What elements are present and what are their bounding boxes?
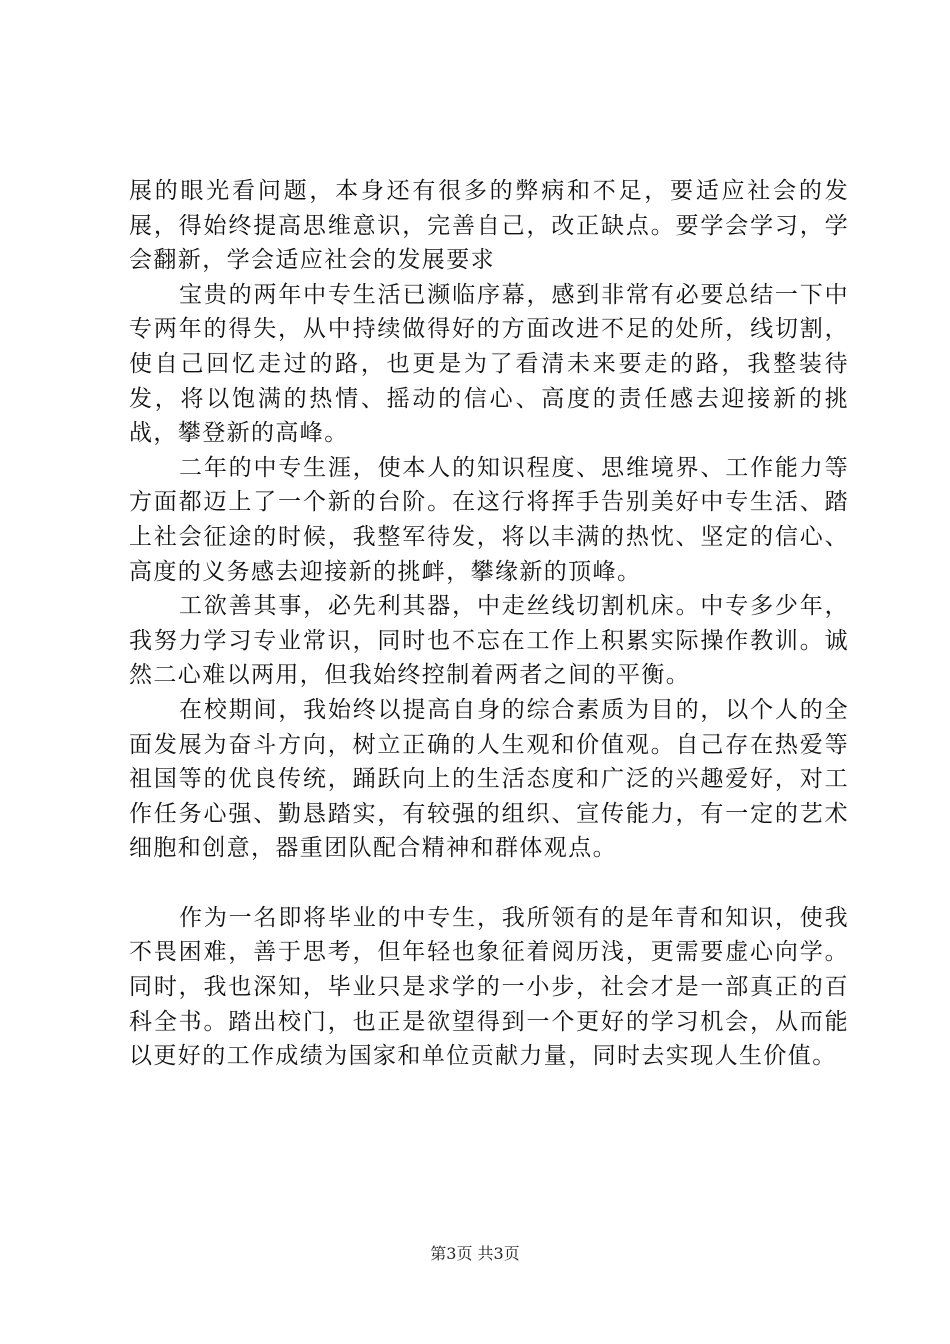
paragraph-two-year-summary: 宝贵的两年中专生活已濒临序幕，感到非常有必要总结一下中专两年的得失，从中持续做得好的方面改进不足的处所，线切割，使自己回忆走过的路，也更是为了看清未来要走的路，我整装待发，将以饱满的热情、摇动的信心、高度的责任感去迎接新的挑战，攀登新的高峰。 [129, 281, 849, 447]
paragraph-school-period: 在校期间，我始终以提高自身的综合素质为目的，以个人的全面发展为奋斗方向，树立正确的人生观和价值观。自己存在热爱等祖国等的优良传统，踊跃向上的生活态度和广泛的兴趣爱好，对工作任务心强、勤恳踏实，有较强的组织、宣传能力，有一定的艺术细胞和创意，器重团队配合精神和群体观点。 [129, 696, 849, 862]
paragraph-study-and-work: 工欲善其事，必先利其器，中走丝线切割机床。中专多少年，我努力学习专业常识，同时也不忘在工作上积累实际操作教训。诚然二心难以两用，但我始终控制着两者之间的平衡。 [129, 593, 849, 689]
document-body [129, 174, 849, 1074]
page-number-footer: 第3页 共3页 [430, 1244, 520, 1263]
paragraph-graduate-outlook: 作为一名即将毕业的中专生，我所领有的是年青和知识，使我不畏困难，善于思考，但年轻也象征着阅历浅，更需要虚心向学。同时，我也深知，毕业只是求学的一小步，社会才是一部真正的百科全书。踏出校门，也正是欲望得到一个更好的学习机会，从而能以更好的工作成绩为国家和单位贡献力量，同时去实现人生价值。 [129, 904, 849, 1070]
paragraph-career-step: 二年的中专生涯，使本人的知识程度、思维境界、工作能力等方面都迈上了一个新的台阶。在这行将挥手告别美好中专生活、踏上社会征途的时候，我整军待发，将以丰满的热忱、坚定的信心、高度的义务感去迎接新的挑衅，攀缘新的顶峰。 [129, 454, 849, 585]
paragraph-continuation: 展的眼光看问题，本身还有很多的弊病和不足，要适应社会的发展，得始终提高思维意识，完善自己，改正缺点。要学会学习，学会翻新，学会适应社会的发展要求 [129, 178, 849, 274]
